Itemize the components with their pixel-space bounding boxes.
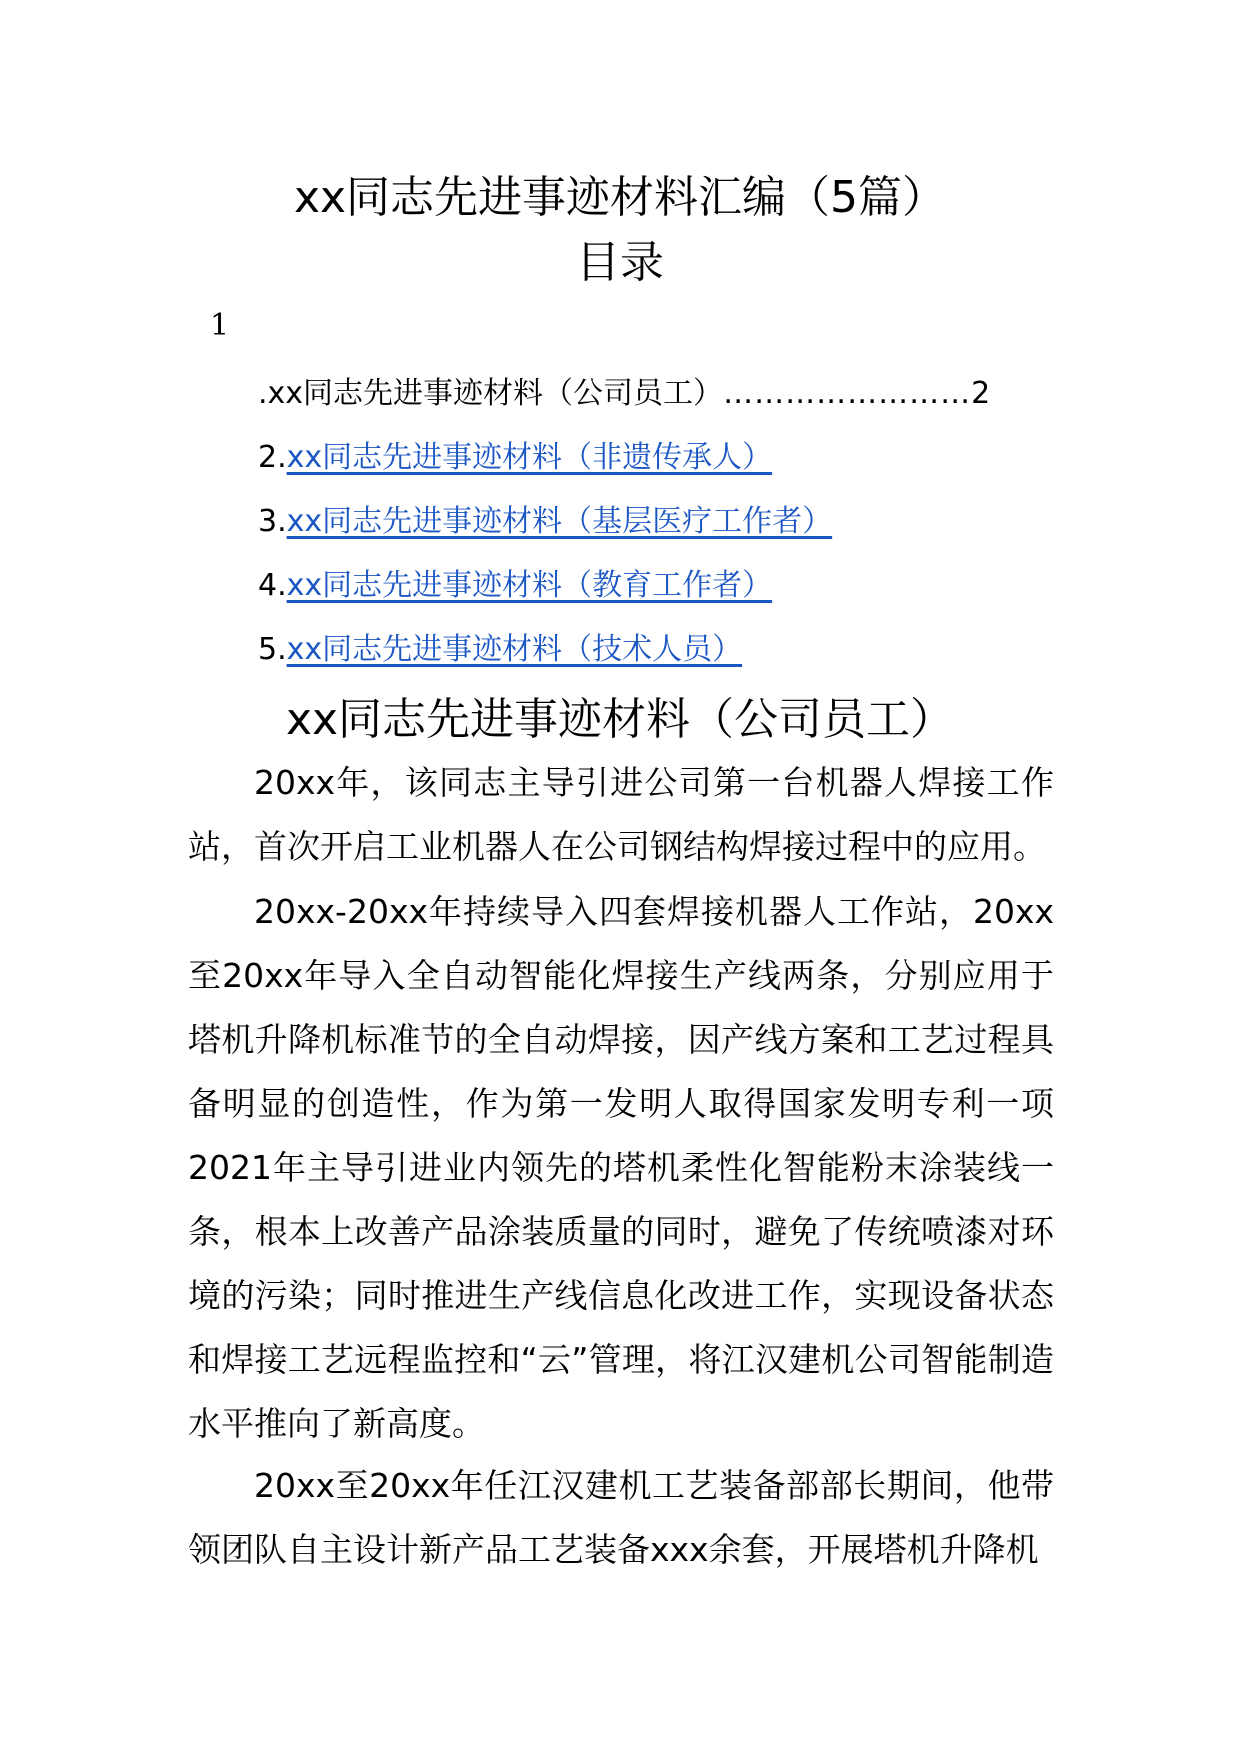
toc-item-prefix: 2.: [258, 440, 287, 475]
toc-link[interactable]: xx同志先进事迹材料（基层医疗工作者）: [286, 504, 833, 539]
toc-item-prefix: 4.: [258, 568, 287, 603]
toc-item-5[interactable]: [258, 628, 742, 672]
toc-leader-dots: ……………………: [723, 376, 972, 411]
toc-item-number: 1: [210, 308, 230, 343]
paragraph-text: 20xx至20xx年任江汉建机工艺装备部部长期间，他带领团队自主设计新产品工艺装备xxx余套，开展塔机升降机: [188, 1466, 1054, 1569]
toc-item-2[interactable]: [258, 436, 772, 480]
toc-item-prefix: 3.: [258, 504, 287, 539]
toc-page-number: 2: [971, 376, 991, 411]
toc-link[interactable]: xx同志先进事迹材料（教育工作者）: [286, 568, 773, 603]
body-paragraph-3: [188, 1454, 1054, 1582]
toc-item-3[interactable]: [258, 500, 832, 544]
toc-item-1[interactable]: [258, 372, 1058, 416]
toc-link[interactable]: xx同志先进事迹材料（非遗传承人）: [286, 440, 773, 475]
paragraph-text: 20xx-20xx年持续导入四套焊接机器人工作站，20xx至20xx年导入全自动智能化焊接生产线两条，分别应用于塔机升降机标准节的全自动焊接，因产线方案和工艺过程具备明显的创造性，作为第一发明人取得国家发明专利一项2021年主导引进业内领先的塔机柔性化智能粉末涂装线一条，根本上改善产品涂装质量的同时，避免了传统喷漆对环境的污染；同时推进生产线信息化改进工作，实现设备状态和焊接工艺远程监控和“云”管理，将江汉建机公司智能制造水平推向了新高度。: [188, 892, 1054, 1443]
toc-heading: 目录: [576, 237, 664, 288]
toc-item-prefix: .: [258, 376, 268, 411]
body-paragraph-1: [188, 751, 1054, 879]
body-paragraph-2: [188, 880, 1054, 1456]
toc-item-prefix: 5.: [258, 632, 287, 667]
toc-item-4[interactable]: [258, 564, 772, 608]
section-title: xx同志先进事迹材料（公司员工）: [285, 694, 955, 745]
document-title: xx同志先进事迹材料汇编（5篇）: [293, 172, 947, 223]
paragraph-text: 20xx年，该同志主导引进公司第一台机器人焊接工作站，首次开启工业机器人在公司钢结构焊接过程中的应用。: [188, 763, 1054, 866]
toc-link[interactable]: xx同志先进事迹材料（技术人员）: [286, 632, 743, 667]
toc-item-label[interactable]: xx同志先进事迹材料（公司员工）: [267, 376, 724, 411]
